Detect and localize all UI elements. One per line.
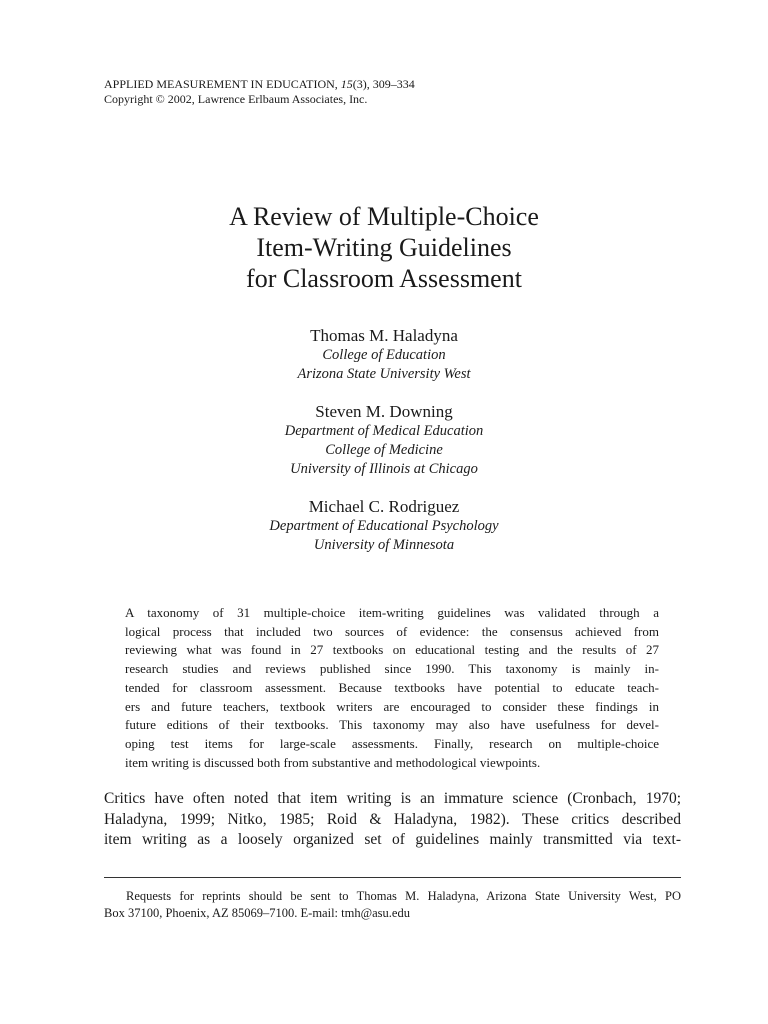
paper-title (0, 201, 768, 294)
title-line: A Review of Multiple-Choice (229, 202, 539, 231)
body-line: Critics have often noted that item writing is an immature science (Cronbach, 1970; (104, 790, 681, 807)
author-affiliation: University of Minnesota (313, 537, 455, 553)
author-block-2 (0, 401, 768, 479)
author-affiliation: College of Medicine (325, 442, 443, 458)
journal-name: APPLIED MEASUREMENT IN EDUCATION, (104, 77, 341, 91)
title-line: for Classroom Assessment (246, 264, 522, 293)
abstract-line: future editions of their textbooks. This taxonomy may also have usefulness for devel- (125, 717, 659, 733)
footnote-line: Box 37100, Phoenix, AZ 85069–7100. E-mail: tmh@asu.edu (104, 905, 410, 920)
journal-volume: 15 (340, 77, 353, 91)
journal-header (104, 77, 415, 107)
author-name: Steven M. Downing (315, 402, 453, 421)
author-name: Michael C. Rodriguez (308, 497, 460, 516)
author-affiliation: Arizona State University West (297, 366, 471, 382)
author-block-3 (0, 496, 768, 555)
abstract-line: A taxonomy of 31 multiple-choice item-writing guidelines was validated through a (125, 605, 659, 620)
body-line: item writing as a loosely organized set of guidelines mainly transmitted via text- (104, 831, 681, 848)
footnote (104, 888, 681, 921)
footnote-divider (104, 877, 681, 878)
abstract-line: reviewing what was found in 27 textbooks on educational testing and the results of 27 (125, 642, 659, 658)
author-affiliation: Department of Educational Psychology (269, 518, 499, 534)
abstract-line: logical process that included two sources of evidence: the consensus achieved from (125, 623, 659, 639)
abstract (125, 604, 659, 772)
abstract-line: oping test items for large-scale assessments. Finally, research on multiple-choice (125, 735, 659, 751)
abstract-line: item writing is discussed both from substantive and methodological viewpoints. (125, 754, 541, 770)
journal-citation (104, 77, 415, 92)
copyright-notice: Copyright © 2002, Lawrence Erlbaum Associates, Inc. (104, 92, 368, 106)
abstract-line: research studies and reviews published since 1990. This taxonomy is mainly in- (125, 661, 659, 677)
abstract-line: ers and future teachers, textbook writers are encouraged to consider these findings in (125, 698, 659, 714)
footnote-line: Requests for reprints should be sent to Thomas M. Haladyna, Arizona State University West, PO (126, 889, 681, 903)
abstract-line: tended for classroom assessment. Because textbooks have potential to educate teach- (125, 679, 659, 695)
author-name: Thomas M. Haladyna (310, 326, 458, 345)
author-block-1 (0, 325, 768, 384)
author-affiliation: College of Education (322, 347, 446, 363)
title-line: Item-Writing Guidelines (256, 233, 512, 262)
journal-issue-pages: (3), 309–334 (352, 77, 415, 91)
author-affiliation: Department of Medical Education (284, 423, 484, 439)
author-affiliation: University of Illinois at Chicago (290, 461, 478, 477)
body-line: Haladyna, 1999; Nitko, 1985; Roid & Haladyna, 1982). These critics described (104, 810, 681, 828)
body-paragraph (104, 789, 681, 851)
